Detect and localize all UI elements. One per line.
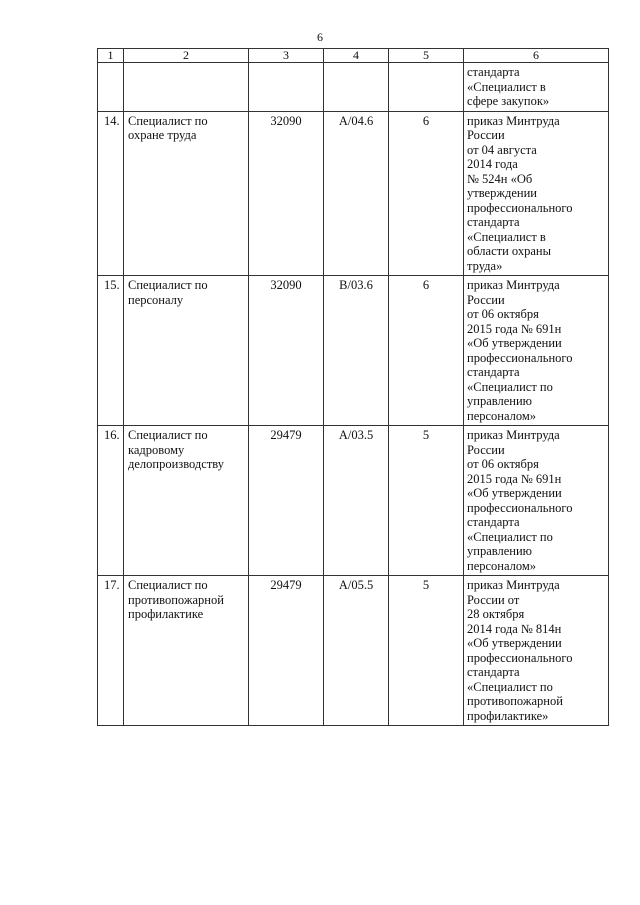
standard-document-line: стандарта xyxy=(467,215,520,229)
standard-document-line: профессионального xyxy=(467,650,573,665)
table-header-row xyxy=(98,49,609,63)
standard-document-line: приказ Минтруда xyxy=(467,428,560,442)
code: 32090 xyxy=(249,111,324,276)
position-title-line: профилактике xyxy=(128,607,204,621)
row-number xyxy=(98,63,124,112)
standard-document xyxy=(464,576,609,726)
position-title-line: охране труда xyxy=(128,128,197,142)
standard-document-line: сфере закупок» xyxy=(467,94,550,108)
row-number: 16. xyxy=(98,426,124,576)
standard-document-line: «Об утверждении xyxy=(467,336,562,350)
standard-document xyxy=(464,426,609,576)
standard-document-line: 2015 года № 691н xyxy=(467,321,562,336)
table-row xyxy=(98,111,609,276)
standard-document-line: приказ Минтруда xyxy=(467,278,560,292)
standard-document-line: стандарта xyxy=(467,365,520,379)
standard-document-line: от 06 октября xyxy=(467,307,539,321)
standard-document-line: управлению xyxy=(467,544,532,558)
standard-document-line: профессионального xyxy=(467,350,573,365)
function-code: А/05.5 xyxy=(324,576,389,726)
code xyxy=(249,63,324,112)
position-title-line: Специалист по xyxy=(128,428,208,442)
table-row xyxy=(98,426,609,576)
standard-document-line: «Специалист по xyxy=(467,529,553,544)
code: 29479 xyxy=(249,426,324,576)
function-code: А/03.5 xyxy=(324,426,389,576)
position-title-line: противопожарной xyxy=(128,592,224,607)
row-number: 17. xyxy=(98,576,124,726)
position-title-line: персоналу xyxy=(128,292,184,307)
standard-document xyxy=(464,111,609,276)
standard-document xyxy=(464,63,609,112)
standard-document-line: № 524н «Об xyxy=(467,171,533,186)
qualification-level: 6 xyxy=(389,276,464,426)
qualification-level: 5 xyxy=(389,426,464,576)
code: 29479 xyxy=(249,576,324,726)
function-code: В/03.6 xyxy=(324,276,389,426)
standard-document-line: персоналом» xyxy=(467,558,537,573)
position-title xyxy=(124,111,249,276)
standard-document-line: «Специалист в xyxy=(467,229,546,244)
standard-document-line: области охраны xyxy=(467,244,551,258)
code: 32090 xyxy=(249,276,324,426)
standard-document-line: утверждении xyxy=(467,186,537,200)
standard-document-line: 2014 года № 814н xyxy=(467,621,562,636)
standard-document-line: России xyxy=(467,442,505,457)
page-number: 6 xyxy=(317,30,323,44)
header-cell: 6 xyxy=(464,49,609,63)
table-row xyxy=(98,63,609,112)
standard-document-line: «Об утверждении xyxy=(467,486,562,500)
position-title-line: кадровому xyxy=(128,442,185,457)
standard-document-line: России от xyxy=(467,592,520,607)
qualification-level: 5 xyxy=(389,576,464,726)
position-title xyxy=(124,576,249,726)
position-title-line: Специалист по xyxy=(128,113,208,128)
table-row xyxy=(98,576,609,726)
position-title xyxy=(124,63,249,112)
qualification-level xyxy=(389,63,464,112)
standard-document-line: «Специалист в xyxy=(467,79,546,94)
function-code xyxy=(324,63,389,112)
position-title-line: Специалист по xyxy=(128,578,208,592)
standard-document-line: от 04 августа xyxy=(467,142,537,157)
header-cell: 4 xyxy=(324,49,389,63)
row-number: 15. xyxy=(98,276,124,426)
standard-document-line: профилактике» xyxy=(467,708,549,723)
standard-document-line: «Специалист по xyxy=(467,379,553,394)
standard-document-line: 28 октября xyxy=(467,607,525,621)
positions-table xyxy=(97,48,609,726)
standard-document-line: персоналом» xyxy=(467,408,537,423)
standard-document-line: противопожарной xyxy=(467,694,563,708)
standard-document-line: 2014 года xyxy=(467,157,518,171)
standard-document-line: приказ Минтруда xyxy=(467,113,560,128)
standard-document-line: стандарта xyxy=(467,665,520,679)
standard-document-line: труда» xyxy=(467,258,503,273)
qualification-level: 6 xyxy=(389,111,464,276)
header-cell: 1 xyxy=(98,49,124,63)
standard-document-line: «Об утверждении xyxy=(467,636,562,650)
standard-document-line: «Специалист по xyxy=(467,679,553,694)
standard-document-line: профессионального xyxy=(467,500,573,515)
standard-document-line: стандарта xyxy=(467,65,520,79)
row-number: 14. xyxy=(98,111,124,276)
position-title-line: делопроизводству xyxy=(128,457,225,471)
table-row xyxy=(98,276,609,426)
standard-document xyxy=(464,276,609,426)
standard-document-line: управлению xyxy=(467,394,532,408)
standard-document-line: профессионального xyxy=(467,200,573,215)
standard-document-line: России xyxy=(467,128,505,142)
standard-document-line: от 06 октября xyxy=(467,457,539,471)
standard-document-line: 2015 года № 691н xyxy=(467,471,562,486)
header-cell: 5 xyxy=(389,49,464,63)
header-cell: 3 xyxy=(249,49,324,63)
header-cell: 2 xyxy=(124,49,249,63)
position-title xyxy=(124,276,249,426)
standard-document-line: стандарта xyxy=(467,515,520,529)
position-title-line: Специалист по xyxy=(128,278,208,292)
standard-document-line: России xyxy=(467,292,505,307)
function-code: А/04.6 xyxy=(324,111,389,276)
standard-document-line: приказ Минтруда xyxy=(467,578,560,592)
position-title xyxy=(124,426,249,576)
